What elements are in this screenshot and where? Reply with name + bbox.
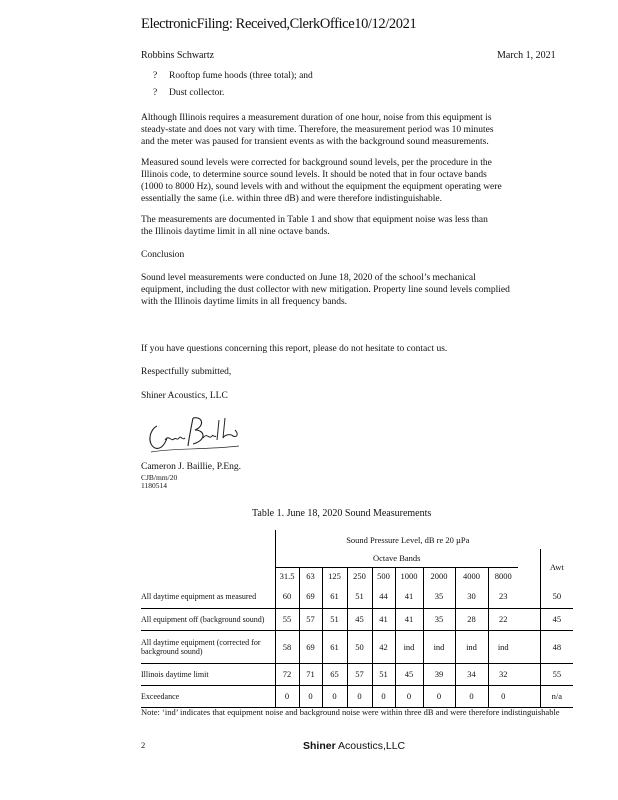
table-cell: 71	[299, 663, 322, 685]
table-cell: 0	[299, 685, 322, 707]
table-cell: 69	[299, 630, 322, 663]
text-line: Conclusion	[141, 250, 185, 260]
table-cell: 50	[347, 630, 372, 663]
table-cell: 61	[322, 585, 347, 608]
paragraph-contact	[141, 343, 561, 355]
table-cell: 44	[372, 585, 395, 608]
table-row	[141, 685, 573, 707]
text-line: equipment, including the dust collector with new mitigation. Property line sound levels complied	[141, 285, 510, 295]
table-row	[141, 663, 573, 685]
company-name	[141, 390, 561, 402]
list-item-text: Dust collector.	[169, 88, 225, 98]
text-line: If you have questions concerning this report, please do not hesitate to contact us.	[141, 344, 448, 354]
table-cell: ind	[455, 630, 488, 663]
paragraph-table-ref	[141, 214, 561, 238]
band-header-row	[141, 567, 573, 585]
list-item	[153, 71, 313, 81]
recipient: Robbins Schwartz	[141, 50, 215, 61]
footer-brand-bold: Shiner	[303, 740, 336, 752]
text-line: Cameron J. Baillie, P.Eng.	[141, 462, 242, 472]
table-cell: 23	[488, 585, 518, 608]
table-cell: 45	[347, 608, 372, 630]
table-cell: 60	[275, 585, 299, 608]
page-number: 2	[141, 740, 146, 750]
list-item	[153, 88, 224, 98]
table-cell: 61	[322, 630, 347, 663]
paragraph-correction	[141, 157, 561, 205]
table-cell: 0	[395, 685, 423, 707]
band-header: 4000	[455, 567, 488, 585]
octave-bands-header: Octave Bands	[275, 549, 518, 567]
table-cell: 0	[423, 685, 455, 707]
text-line: Measured sound levels were corrected for background sound levels, per the procedure in the	[141, 158, 492, 168]
row-label: Exceedance	[141, 685, 275, 707]
table-row	[141, 608, 573, 630]
sound-measurements-table	[141, 530, 573, 708]
table-cell: 57	[299, 608, 322, 630]
row-label: All daytime equipment as measured	[141, 585, 275, 608]
table-cell: 28	[455, 608, 488, 630]
text-line: essentially the same (i.e. within three dB) and were therefore indistinguishable.	[141, 194, 443, 204]
footer-brand	[303, 740, 405, 752]
bullet-marker: ?	[153, 88, 158, 98]
table-cell: 0	[322, 685, 347, 707]
group-header: Sound Pressure Level, dB re 20 µPa	[275, 530, 540, 549]
letter-date: March 1, 2021	[497, 50, 556, 61]
band-header: 63	[299, 567, 322, 585]
band-header: 250	[347, 567, 372, 585]
row-label: All daytime equipment (corrected for background sound)	[141, 630, 275, 663]
table-cell: 55	[275, 608, 299, 630]
project-number: 1180514	[141, 481, 167, 490]
table-cell: ind	[488, 630, 518, 663]
text-line: and the meter was paused for transient events as with the background sound measurements.	[141, 137, 489, 147]
table-row	[141, 585, 573, 608]
table-cell: 58	[275, 630, 299, 663]
awt-cell: 48	[540, 630, 573, 663]
table-caption: Table 1. June 18, 2020 Sound Measurements	[252, 508, 432, 519]
bullet-marker: ?	[153, 71, 158, 81]
table-cell: 32	[488, 663, 518, 685]
text-line: the Illinois daytime limit in all nine octave bands.	[141, 227, 330, 237]
text-line: Shiner Acoustics, LLC	[141, 391, 228, 401]
row-label: All equipment off (background sound)	[141, 608, 275, 630]
text-line: Although Illinois requires a measurement duration of one hour, noise from this equipment is	[141, 113, 492, 123]
signature-image	[143, 408, 243, 454]
table-cell: 41	[395, 585, 423, 608]
table-cell: 0	[488, 685, 518, 707]
band-header: 1000	[395, 567, 423, 585]
list-item-text: Rooftop fume hoods (three total); and	[169, 71, 313, 81]
footer-brand-rest: Acoustics,LLC	[335, 740, 406, 752]
table-cell: 69	[299, 585, 322, 608]
text-line: with the Illinois daytime limits in all frequency bands.	[141, 297, 348, 307]
table-cell: 0	[455, 685, 488, 707]
table-cell: 41	[372, 608, 395, 630]
band-header: 500	[372, 567, 395, 585]
table-cell: ind	[423, 630, 455, 663]
table-header-row	[141, 530, 573, 549]
text-line: Sound level measurements were conducted on June 18, 2020 of the school’s mechanical	[141, 273, 476, 283]
table-cell: 39	[423, 663, 455, 685]
section-heading	[141, 249, 561, 261]
signatory-initials: CJB/mm/20	[141, 473, 178, 482]
table-cell: 57	[347, 663, 372, 685]
awt-cell: n/a	[540, 685, 573, 707]
text-line: Respectfully submitted,	[141, 367, 232, 377]
table-cell: 72	[275, 663, 299, 685]
band-header: 31.5	[275, 567, 299, 585]
table-cell: 42	[372, 630, 395, 663]
closing	[141, 366, 561, 378]
text-line: The measurements are documented in Table 1 and show that equipment noise was less than	[141, 215, 488, 225]
filing-stamp: ElectronicFiling: Received,ClerkOffice10/12/2021	[141, 16, 417, 32]
table-cell: 35	[423, 585, 455, 608]
text-line: Illinois code, to determine source sound levels. It should be noted that in four octave bands	[141, 170, 487, 180]
signatory-name	[141, 461, 561, 473]
table-cell: 0	[275, 685, 299, 707]
table-cell: 41	[395, 608, 423, 630]
table-cell: 35	[423, 608, 455, 630]
table-note: Note: ‘ind’ indicates that equipment noise and background noise were within three dB and were therefore indistinguishable	[141, 707, 560, 717]
awt-header: Awt	[540, 549, 573, 585]
table-cell: 0	[372, 685, 395, 707]
table-cell: 22	[488, 608, 518, 630]
table-cell: 51	[322, 608, 347, 630]
table-cell: ind	[395, 630, 423, 663]
paragraph-duration	[141, 112, 561, 148]
text-line: (1000 to 8000 Hz), sound levels with and without the equipment the equipment operating were	[141, 182, 502, 192]
table-cell: 0	[347, 685, 372, 707]
band-header: 8000	[488, 567, 518, 585]
band-header: 2000	[423, 567, 455, 585]
text-line: steady-state and does not vary with time. Therefore, the measurement period was 10 minutes	[141, 125, 494, 135]
table-row	[141, 630, 573, 663]
table-cell: 30	[455, 585, 488, 608]
awt-cell: 55	[540, 663, 573, 685]
table-cell: 51	[347, 585, 372, 608]
band-header: 125	[322, 567, 347, 585]
table-cell: 51	[372, 663, 395, 685]
paragraph-conclusion	[141, 272, 561, 308]
table-header-row	[141, 549, 573, 567]
table-cell: 34	[455, 663, 488, 685]
awt-cell: 50	[540, 585, 573, 608]
table-cell: 45	[395, 663, 423, 685]
row-label: Illinois daytime limit	[141, 663, 275, 685]
table-cell: 65	[322, 663, 347, 685]
awt-cell: 45	[540, 608, 573, 630]
